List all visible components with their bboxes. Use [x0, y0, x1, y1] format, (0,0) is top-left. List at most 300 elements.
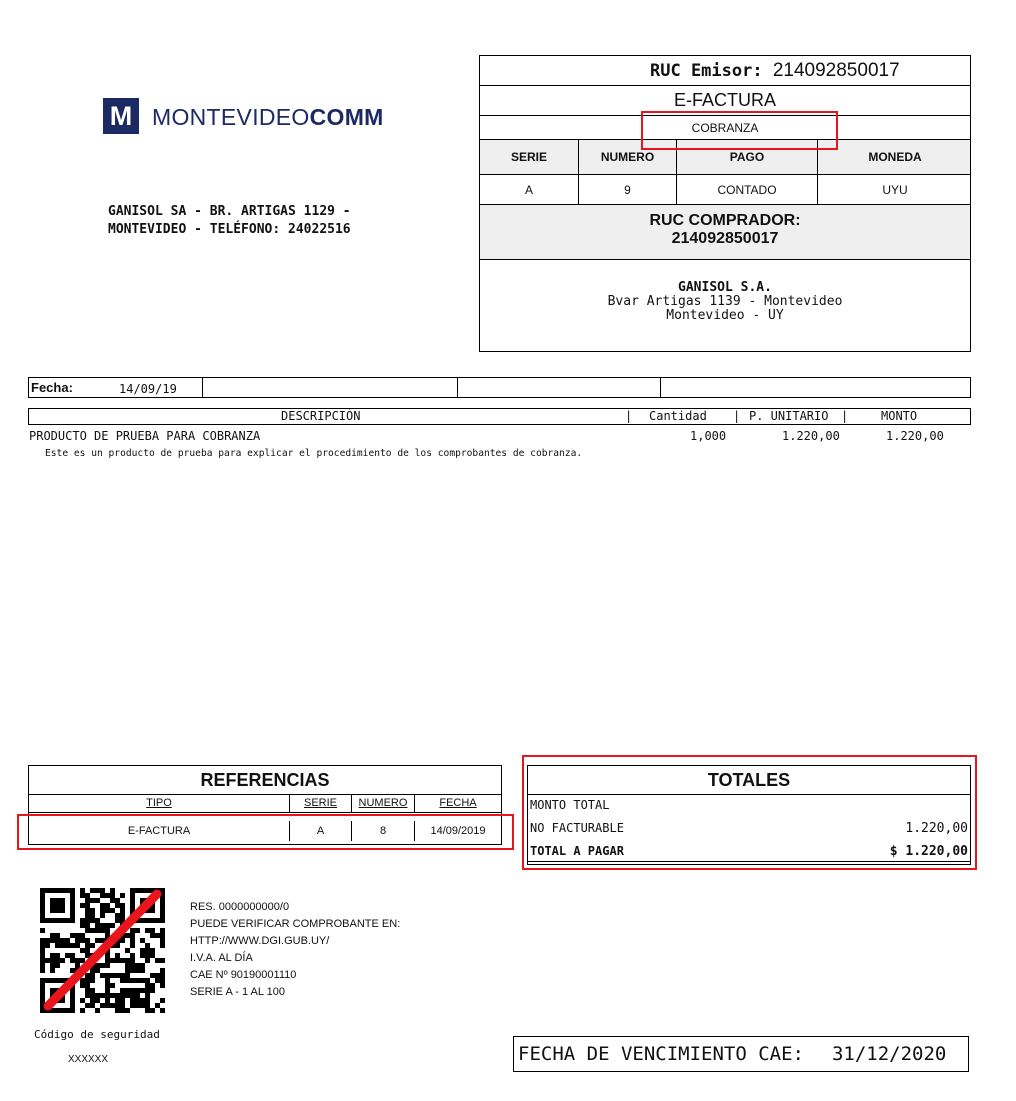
qr-module — [100, 993, 105, 998]
col-monto-header: MONTO — [881, 409, 918, 423]
qr-module — [120, 998, 125, 1003]
qr-module — [110, 923, 115, 928]
qr-module — [65, 953, 70, 958]
qr-module — [135, 978, 140, 983]
qr-module — [90, 888, 95, 893]
qr-module — [135, 998, 140, 1003]
qr-module — [140, 953, 145, 958]
item-monto: 1.220,00 — [886, 429, 944, 443]
qr-module — [100, 928, 105, 933]
qr-module — [40, 943, 45, 948]
qr-module — [150, 953, 155, 958]
qr-module — [90, 908, 95, 913]
qr-module — [75, 963, 80, 968]
qr-module — [145, 978, 150, 983]
qr-module — [95, 888, 100, 893]
qr-module — [110, 908, 115, 913]
qr-module — [90, 918, 95, 923]
qr-module — [60, 938, 65, 943]
ref-serie-value: A — [290, 821, 352, 841]
serie-value: A — [480, 175, 579, 204]
qr-module — [95, 993, 100, 998]
qr-module — [135, 993, 140, 998]
col-unitario-header: P. UNITARIO — [749, 409, 829, 423]
qr-module — [90, 943, 95, 948]
qr-module — [75, 958, 80, 963]
ruc-emisor-label: RUC Emisor: — [650, 61, 763, 81]
ruc-comprador-value: 214092850017 — [671, 230, 779, 247]
qr-module — [100, 903, 105, 908]
footer-line-serie: SERIE A - 1 AL 100 — [190, 986, 285, 998]
qr-module — [115, 958, 120, 963]
qr-module — [140, 963, 145, 968]
total-pagar-label: TOTAL A PAGAR — [530, 844, 624, 858]
qr-module — [105, 908, 110, 913]
qr-module — [40, 928, 45, 933]
qr-module — [110, 973, 115, 978]
brand-logo-mark: M — [103, 98, 139, 134]
qr-module — [160, 998, 165, 1003]
qr-module — [85, 973, 90, 978]
qr-module — [125, 933, 130, 938]
qr-module — [85, 913, 90, 918]
qr-module — [155, 958, 160, 963]
qr-module — [80, 903, 85, 908]
buyer-name: GANISOL S.A. — [678, 280, 772, 295]
qr-module — [95, 1008, 100, 1013]
qr-module — [125, 1008, 130, 1013]
qr-module — [115, 973, 120, 978]
col-moneda-header: MONEDA — [868, 150, 922, 164]
qr-module — [150, 983, 155, 988]
qr-module — [160, 968, 165, 973]
qr-module — [80, 948, 85, 953]
qr-module — [90, 978, 95, 983]
qr-module — [85, 938, 90, 943]
qr-module — [55, 938, 60, 943]
qr-module — [110, 958, 115, 963]
qr-finder-pattern — [50, 898, 65, 913]
qr-module — [130, 938, 135, 943]
vencimiento-value: 31/12/2020 — [831, 1043, 947, 1065]
ref-tipo-value: E-FACTURA — [29, 821, 290, 841]
qr-module — [100, 893, 105, 898]
qr-module — [155, 933, 160, 938]
referencias-title: REFERENCIAS — [29, 766, 501, 795]
qr-module — [120, 1003, 125, 1008]
qr-module — [115, 1003, 120, 1008]
qr-module — [90, 973, 95, 978]
qr-module — [75, 938, 80, 943]
qr-module — [95, 998, 100, 1003]
qr-module — [130, 958, 135, 963]
qr-module — [50, 968, 55, 973]
qr-module — [130, 968, 135, 973]
qr-module — [85, 1003, 90, 1008]
qr-module — [80, 983, 85, 988]
ruc-emisor-value: 214092850017 — [772, 60, 900, 81]
qr-module — [85, 983, 90, 988]
qr-module — [85, 993, 90, 998]
qr-module — [70, 953, 75, 958]
qr-module — [85, 898, 90, 903]
qr-module — [115, 953, 120, 958]
qr-module — [100, 908, 105, 913]
qr-module — [125, 963, 130, 968]
buyer-city: Montevideo - UY — [666, 308, 784, 323]
footer-info — [190, 899, 400, 1001]
ref-col-fecha: FECHA — [439, 797, 477, 809]
col-separator-3: | — [841, 409, 849, 423]
qr-module — [125, 978, 130, 983]
qr-module — [75, 933, 80, 938]
qr-module — [135, 963, 140, 968]
qr-module — [145, 988, 150, 993]
ref-col-tipo: TIPO — [29, 794, 290, 812]
qr-module — [40, 958, 45, 963]
ref-col-serie: SERIE — [290, 794, 352, 812]
qr-module — [150, 1008, 155, 1013]
qr-module — [160, 928, 165, 933]
qr-module — [45, 958, 50, 963]
qr-module — [110, 993, 115, 998]
qr-module — [130, 978, 135, 983]
monto-total-label: MONTO TOTAL — [530, 798, 610, 812]
qr-module — [45, 943, 50, 948]
qr-module — [110, 888, 115, 893]
qr-module — [160, 933, 165, 938]
qr-module — [145, 928, 150, 933]
item-unitario: 1.220,00 — [782, 429, 840, 443]
col-numero-header: NUMERO — [579, 140, 677, 174]
qr-module — [105, 893, 110, 898]
qr-module — [135, 988, 140, 993]
qr-module — [160, 958, 165, 963]
qr-module — [105, 958, 110, 963]
doc-subtype: COBRANZA — [691, 120, 759, 135]
qr-module — [140, 948, 145, 953]
vencimiento-label: FECHA DE VENCIMIENTO CAE: — [518, 1043, 804, 1065]
fecha-value: 14/09/19 — [119, 382, 177, 396]
totales-title: TOTALES — [528, 766, 970, 795]
qr-module — [90, 988, 95, 993]
qr-module — [70, 958, 75, 963]
qr-module — [100, 1003, 105, 1008]
fecha-row — [28, 377, 971, 398]
ruc-emisor-row — [480, 56, 970, 86]
qr-module — [85, 908, 90, 913]
qr-module — [155, 978, 160, 983]
qr-module — [100, 913, 105, 918]
qr-module — [120, 908, 125, 913]
qr-module — [85, 923, 90, 928]
qr-module — [65, 938, 70, 943]
qr-module — [85, 948, 90, 953]
qr-module — [125, 968, 130, 973]
qr-module — [125, 973, 130, 978]
qr-module — [120, 938, 125, 943]
qr-module — [145, 993, 150, 998]
qr-module — [145, 953, 150, 958]
qr-module — [80, 933, 85, 938]
qr-module — [115, 918, 120, 923]
qr-module — [150, 928, 155, 933]
qr-module — [40, 953, 45, 958]
qr-module — [90, 913, 95, 918]
doc-values-row — [480, 175, 970, 205]
qr-module — [140, 968, 145, 973]
qr-module — [105, 953, 110, 958]
qr-module — [150, 973, 155, 978]
qr-module — [85, 928, 90, 933]
qr-module — [120, 1008, 125, 1013]
col-cantidad-header: Cantidad — [649, 409, 707, 423]
qr-module — [105, 998, 110, 1003]
qr-module — [120, 988, 125, 993]
qr-module — [125, 988, 130, 993]
qr-module — [160, 938, 165, 943]
qr-module — [160, 973, 165, 978]
qr-module — [95, 963, 100, 968]
col-separator-2: | — [733, 409, 741, 423]
qr-module — [45, 938, 50, 943]
qr-module — [85, 943, 90, 948]
qr-module — [140, 998, 145, 1003]
qr-module — [125, 993, 130, 998]
qr-module — [90, 898, 95, 903]
ref-fecha-value: 14/09/2019 — [430, 825, 486, 837]
qr-module — [140, 988, 145, 993]
qr-module — [100, 963, 105, 968]
qr-module — [110, 893, 115, 898]
qr-module — [155, 973, 160, 978]
qr-module — [70, 933, 75, 938]
qr-module — [80, 923, 85, 928]
qr-module — [105, 973, 110, 978]
qr-module — [90, 993, 95, 998]
qr-module — [65, 943, 70, 948]
highlight-cobranza — [641, 111, 838, 150]
highlight-totales — [522, 755, 977, 870]
qr-module — [80, 938, 85, 943]
qr-module — [40, 963, 45, 968]
vencimiento-box — [513, 1036, 969, 1072]
qr-module — [50, 953, 55, 958]
footer-line-verificar: PUEDE VERIFICAR COMPROBANTE EN: — [190, 918, 401, 930]
col-serie-header: SERIE — [480, 140, 579, 174]
qr-module — [80, 958, 85, 963]
buyer-address: Bvar Artigas 1139 - Montevideo — [607, 294, 843, 309]
footer-line-url: HTTP://WWW.DGI.GUB.UY/ — [190, 935, 330, 947]
qr-module — [80, 918, 85, 923]
qr-module — [70, 943, 75, 948]
invoice-header-box — [479, 55, 971, 352]
col-descripcion-header: DESCRIPCIÓN — [281, 409, 361, 423]
no-facturable-value: 1.220,00 — [905, 821, 968, 836]
qr-module — [80, 998, 85, 1003]
qr-module — [150, 948, 155, 953]
qr-module — [95, 928, 100, 933]
ruc-comprador-row — [480, 205, 970, 260]
qr-module — [130, 943, 135, 948]
qr-module — [80, 1008, 85, 1013]
qr-module — [40, 948, 45, 953]
qr-module — [50, 933, 55, 938]
qr-module — [105, 988, 110, 993]
company-address-line2: MONTEVIDEO - TELÉFONO: 24022516 — [108, 222, 351, 237]
qr-module — [120, 893, 125, 898]
qr-module — [40, 968, 45, 973]
qr-module — [105, 923, 110, 928]
qr-module — [80, 888, 85, 893]
qr-module — [85, 893, 90, 898]
qr-module — [130, 953, 135, 958]
qr-module — [115, 913, 120, 918]
qr-module — [145, 1008, 150, 1013]
qr-module — [135, 1003, 140, 1008]
qr-module — [120, 993, 125, 998]
qr-module — [145, 1003, 150, 1008]
qr-module — [105, 993, 110, 998]
qr-module — [50, 958, 55, 963]
qr-module — [160, 978, 165, 983]
fecha-cell — [29, 378, 203, 397]
qr-module — [130, 928, 135, 933]
qr-module — [105, 1003, 110, 1008]
qr-module — [130, 998, 135, 1003]
brand-logo-name — [152, 104, 384, 131]
qr-module — [115, 898, 120, 903]
qr-module — [140, 978, 145, 983]
qr-module — [120, 958, 125, 963]
qr-module — [140, 938, 145, 943]
brand-name-light: MONTEVIDEO — [152, 104, 310, 130]
total-pagar-value: $ 1.220,00 — [889, 844, 968, 859]
qr-module — [115, 903, 120, 908]
qr-module — [145, 998, 150, 1003]
company-address-line1: GANISOL SA - BR. ARTIGAS 1129 - — [108, 204, 351, 219]
qr-module — [75, 943, 80, 948]
ref-numero-value: 8 — [352, 821, 415, 841]
qr-module — [105, 983, 110, 988]
qr-module — [125, 958, 130, 963]
qr-code-graphic — [40, 888, 165, 1013]
security-code-label: Código de seguridad — [34, 1028, 160, 1041]
numero-value: 9 — [579, 175, 677, 204]
qr-module — [100, 923, 105, 928]
qr-module — [130, 993, 135, 998]
buyer-info — [480, 281, 970, 323]
qr-module — [50, 963, 55, 968]
qr-module — [110, 983, 115, 988]
qr-module — [130, 963, 135, 968]
qr-module — [55, 943, 60, 948]
qr-module — [60, 958, 65, 963]
item-descripcion: PRODUCTO DE PRUEBA PARA COBRANZA — [29, 429, 261, 443]
qr-module — [120, 973, 125, 978]
qr-module — [90, 968, 95, 973]
qr-module — [155, 1003, 160, 1008]
qr-module — [50, 938, 55, 943]
qr-module — [110, 898, 115, 903]
qr-module — [120, 978, 125, 983]
qr-module — [55, 958, 60, 963]
qr-module — [40, 938, 45, 943]
qr-module — [95, 918, 100, 923]
qr-module — [120, 903, 125, 908]
doc-type: E-FACTURA — [673, 90, 776, 110]
qr-module — [105, 928, 110, 933]
items-header-row — [28, 408, 971, 425]
qr-module — [135, 968, 140, 973]
qr-module — [145, 958, 150, 963]
qr-module — [105, 978, 110, 983]
ruc-emisor — [650, 60, 900, 82]
qr-module — [80, 893, 85, 898]
qr-module — [85, 903, 90, 908]
qr-module — [85, 988, 90, 993]
qr-module — [115, 998, 120, 1003]
qr-module — [85, 918, 90, 923]
col-pago-header: PAGO — [677, 140, 818, 174]
qr-module — [90, 1003, 95, 1008]
qr-module — [95, 898, 100, 903]
qr-module — [100, 973, 105, 978]
qr-module — [150, 988, 155, 993]
qr-module — [55, 953, 60, 958]
qr-module — [100, 888, 105, 893]
qr-module — [90, 998, 95, 1003]
qr-module — [115, 943, 120, 948]
footer-line-cae: CAE Nº 90190001110 — [190, 969, 297, 981]
no-facturable-label: NO FACTURABLE — [530, 821, 624, 835]
qr-module — [70, 968, 75, 973]
company-address — [108, 203, 351, 239]
fecha-label: Fecha: — [31, 380, 73, 395]
qr-module — [130, 1003, 135, 1008]
qr-module — [145, 983, 150, 988]
qr-module — [60, 943, 65, 948]
qr-module — [55, 933, 60, 938]
highlight-referencia-row — [17, 814, 514, 850]
qr-module — [150, 933, 155, 938]
qr-module — [95, 938, 100, 943]
col-separator-1: | — [625, 409, 633, 423]
qr-module — [145, 948, 150, 953]
qr-module — [90, 928, 95, 933]
security-code-value: XXXXXX — [68, 1054, 109, 1065]
qr-module — [135, 928, 140, 933]
qr-module — [160, 1008, 165, 1013]
fecha-empty-cell-1 — [203, 378, 458, 397]
qr-module — [115, 1008, 120, 1013]
qr-module — [85, 978, 90, 983]
item-detalle: Este es un producto de prueba para explicar el procedimiento de los comprobantes de cobranza. — [45, 448, 583, 459]
qr-module — [110, 1003, 115, 1008]
qr-module — [105, 903, 110, 908]
fecha-empty-cell-2 — [458, 378, 661, 397]
qr-module — [120, 913, 125, 918]
qr-module — [145, 943, 150, 948]
qr-module — [95, 968, 100, 973]
moneda-value: UYU — [882, 182, 908, 197]
qr-module — [160, 983, 165, 988]
ruc-comprador-label: RUC COMPRADOR: — [649, 212, 801, 229]
ref-col-numero: NUMERO — [352, 794, 415, 812]
qr-module — [140, 1003, 145, 1008]
qr-module — [105, 963, 110, 968]
qr-module — [130, 988, 135, 993]
